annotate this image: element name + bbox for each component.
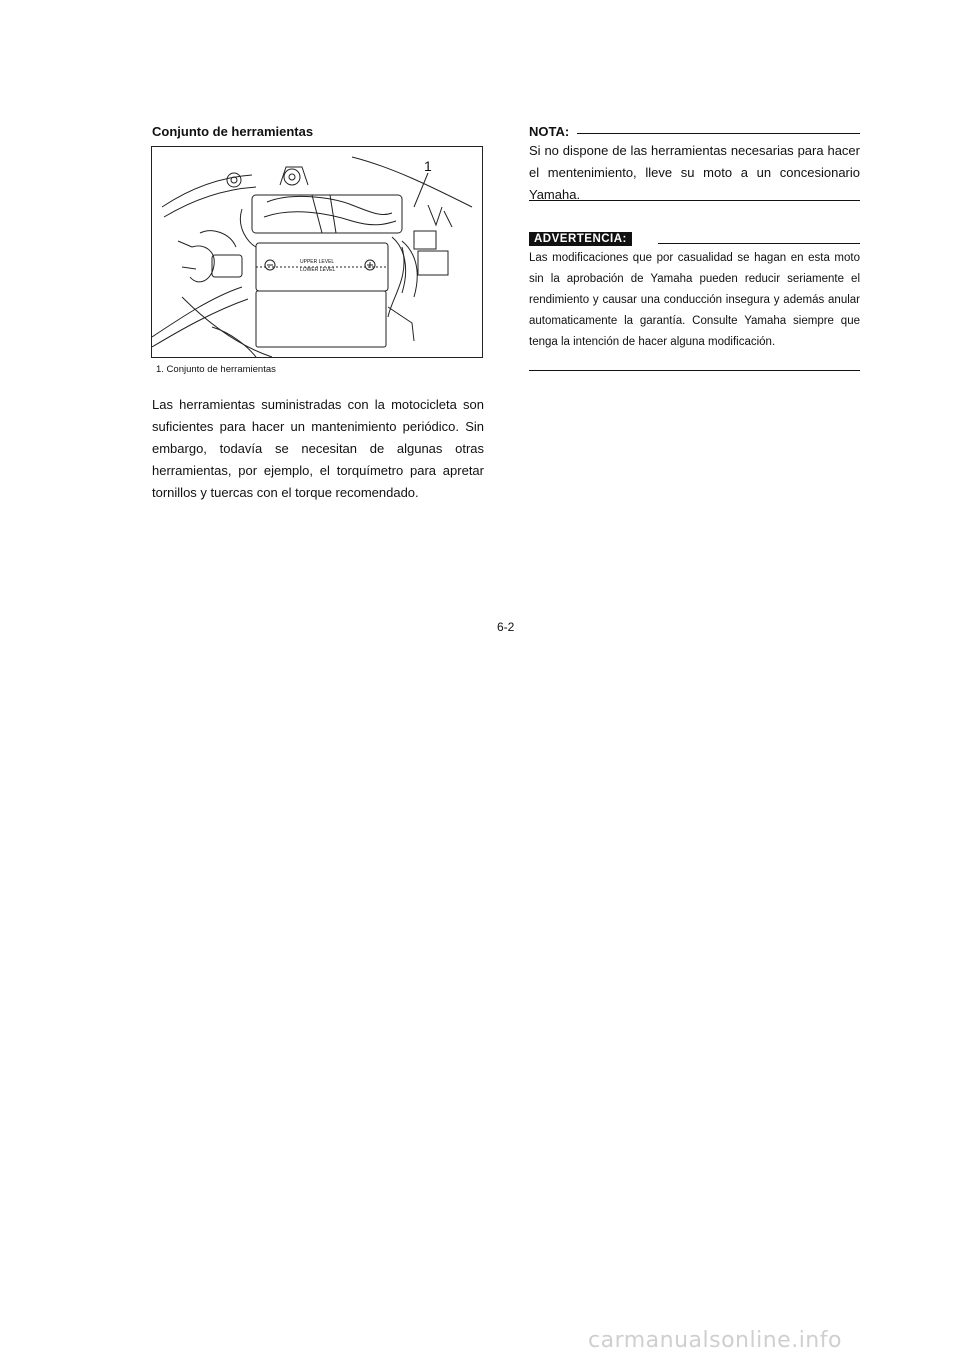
section-title: Conjunto de herramientas [152, 124, 314, 139]
body-paragraph: Las herramientas suministradas con la motocicleta son suficientes para hacer un mantenimiento periódico. Sin embargo, todavía se necesitan de algunas otras herramientas, por ejemplo, el torquímetro para apretar tornillos y tuercas con el torque recomendado. [152, 397, 484, 500]
warning-divider-top [658, 243, 860, 244]
watermark-logo: carmanualsonline.info [588, 1328, 842, 1353]
nota-divider-top [577, 133, 860, 134]
battery-lower-level-label: LOWER LEVEL [300, 267, 336, 273]
nota-divider-bottom [529, 200, 860, 201]
callout-number: 1 [424, 158, 432, 174]
warning-badge: ADVERTENCIA: [529, 232, 632, 246]
figure-caption: 1. Conjunto de herramientas [156, 364, 276, 375]
nota-label: NOTA: [529, 124, 570, 139]
warning-text: Las modificaciones que por casualidad se hagan en esta moto sin la aprobación de Yamaha pueden reducir seriamente el rendimiento y causar una conducción insegura y además anular automaticamente la garantía. Consulte Yamaha siempre que tenga la intención de hacer alguna modificación. [529, 252, 860, 348]
battery-upper-level-label: UPPER LEVEL [300, 259, 335, 265]
page-number: 6-2 [497, 620, 515, 634]
motorcycle-battery-compartment-drawing [152, 147, 482, 357]
tool-kit-illustration [151, 146, 483, 358]
nota-text: Si no dispone de las herramientas necesarias para hacer el mentenimiento, lleve su moto a un concesionario Yamaha. [529, 143, 860, 202]
warning-divider-bottom [529, 370, 860, 371]
